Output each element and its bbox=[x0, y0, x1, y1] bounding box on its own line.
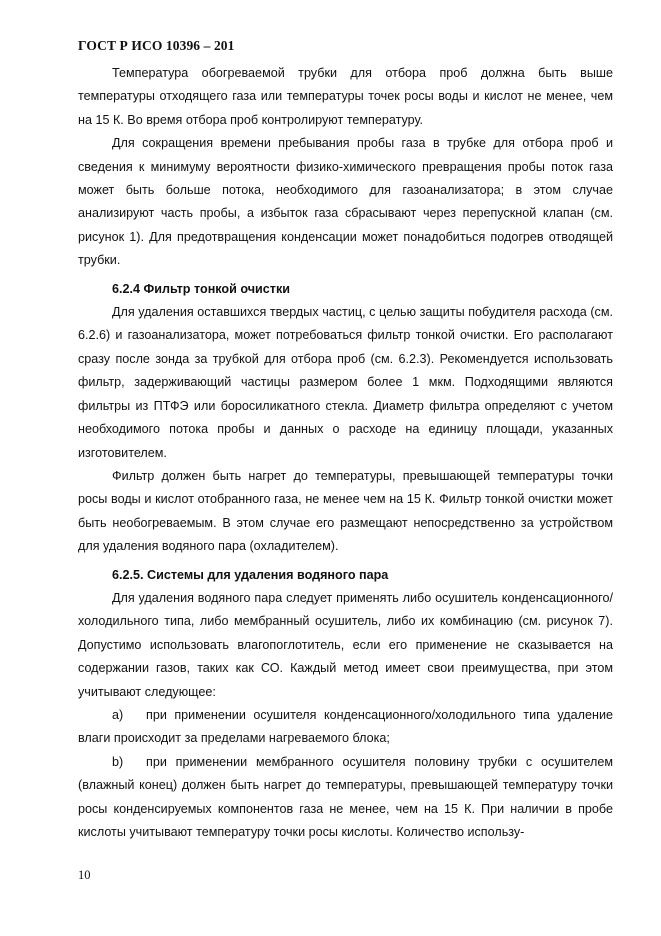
paragraph-fine-filter-heating: Фильтр должен быть нагрет до температуры, превышающей температуры точки росы воды и кислот отобранного газа, не менее чем на 15 К. Фильтр тонкой очистки может быть необогреваемым. В этом случае его размещают непосредственно за устройством для удаления водяного пара (охладителем). bbox=[78, 468, 613, 554]
list-item bbox=[78, 704, 613, 751]
paragraph-fine-filter-purpose: Для удаления оставшихся твердых частиц, с целью защиты побудителя расхода (см. 6.2.6) и газоанализатора, может потребоваться фильтр тонкой очистки. Его располагают сразу после зонда за трубкой для отбора проб (см. 6.2.3). Рекомендуется использовать фильтр, задерживающий частицы размером более 1 мкм. Подходящими являются фильтры из ПТФЭ или боросиликатного стекла. Диаметр фильтра определяют с учетом необходимого потока пробы и данных о расходе на единицу площади, указанных изготовителем. bbox=[78, 305, 613, 460]
paragraph-water-vapour-removal: Для удаления водяного пара следует применять либо осушитель конденсационного/холодильного типа, либо мембранный осушитель, либо их комбинацию (см. рисунок 7). Допустимо использовать влагопоглотитель, если его применение не сказывается на содержании газов, таких как СО. Каждый метод имеет свои преимущества, при этом учитывают следующее: bbox=[78, 590, 613, 699]
list-item bbox=[78, 751, 613, 845]
list-item-marker: a) bbox=[112, 707, 124, 722]
section-heading-6-2-5: 6.2.5. Системы для удаления водяного пара bbox=[112, 567, 389, 582]
paragraph-residence-time: Для сокращения времени пребывания пробы газа в трубке для отбора проб и сведения к минимуму вероятности физико-химического превращения пробы поток газа может быть больше потока, необходимого для газоанализатора; в этом случае анализируют часть пробы, а избыток газа сбрасывают через перепускной клапан (см. рисунок 1). Для предотвращения конденсации может понадобиться подогрев отводящей трубки. bbox=[78, 136, 613, 268]
list-item-marker: b) bbox=[112, 754, 124, 769]
document-body bbox=[78, 62, 613, 844]
list-item-text: при применении мембранного осушителя половину трубки с осушителем (влажный конец) должен быть нагрет до температуры, превышающей температуру точки росы конденсируемых компонентов газа не менее, чем на 15 К. При наличии в пробе кислоты учитывают температуру точки росы кислоты. Количество использу- bbox=[78, 754, 613, 839]
section-heading-6-2-4: 6.2.4 Фильтр тонкой очистки bbox=[112, 281, 291, 296]
paragraph-heated-tube-temperature: Температура обогреваемой трубки для отбора проб должна быть выше температуры отходящего газа или температуры точек росы воды и кислот не менее, чем на 15 К. Во время отбора проб контролируют температуру. bbox=[78, 66, 613, 127]
page-number: 10 bbox=[78, 868, 91, 882]
list-item-text: при применении осушителя конденсационного/холодильного типа удаление влаги происходит за пределами нагреваемого блока; bbox=[78, 707, 613, 746]
document-header: ГОСТ Р ИСО 10396 – 201 bbox=[78, 38, 235, 53]
